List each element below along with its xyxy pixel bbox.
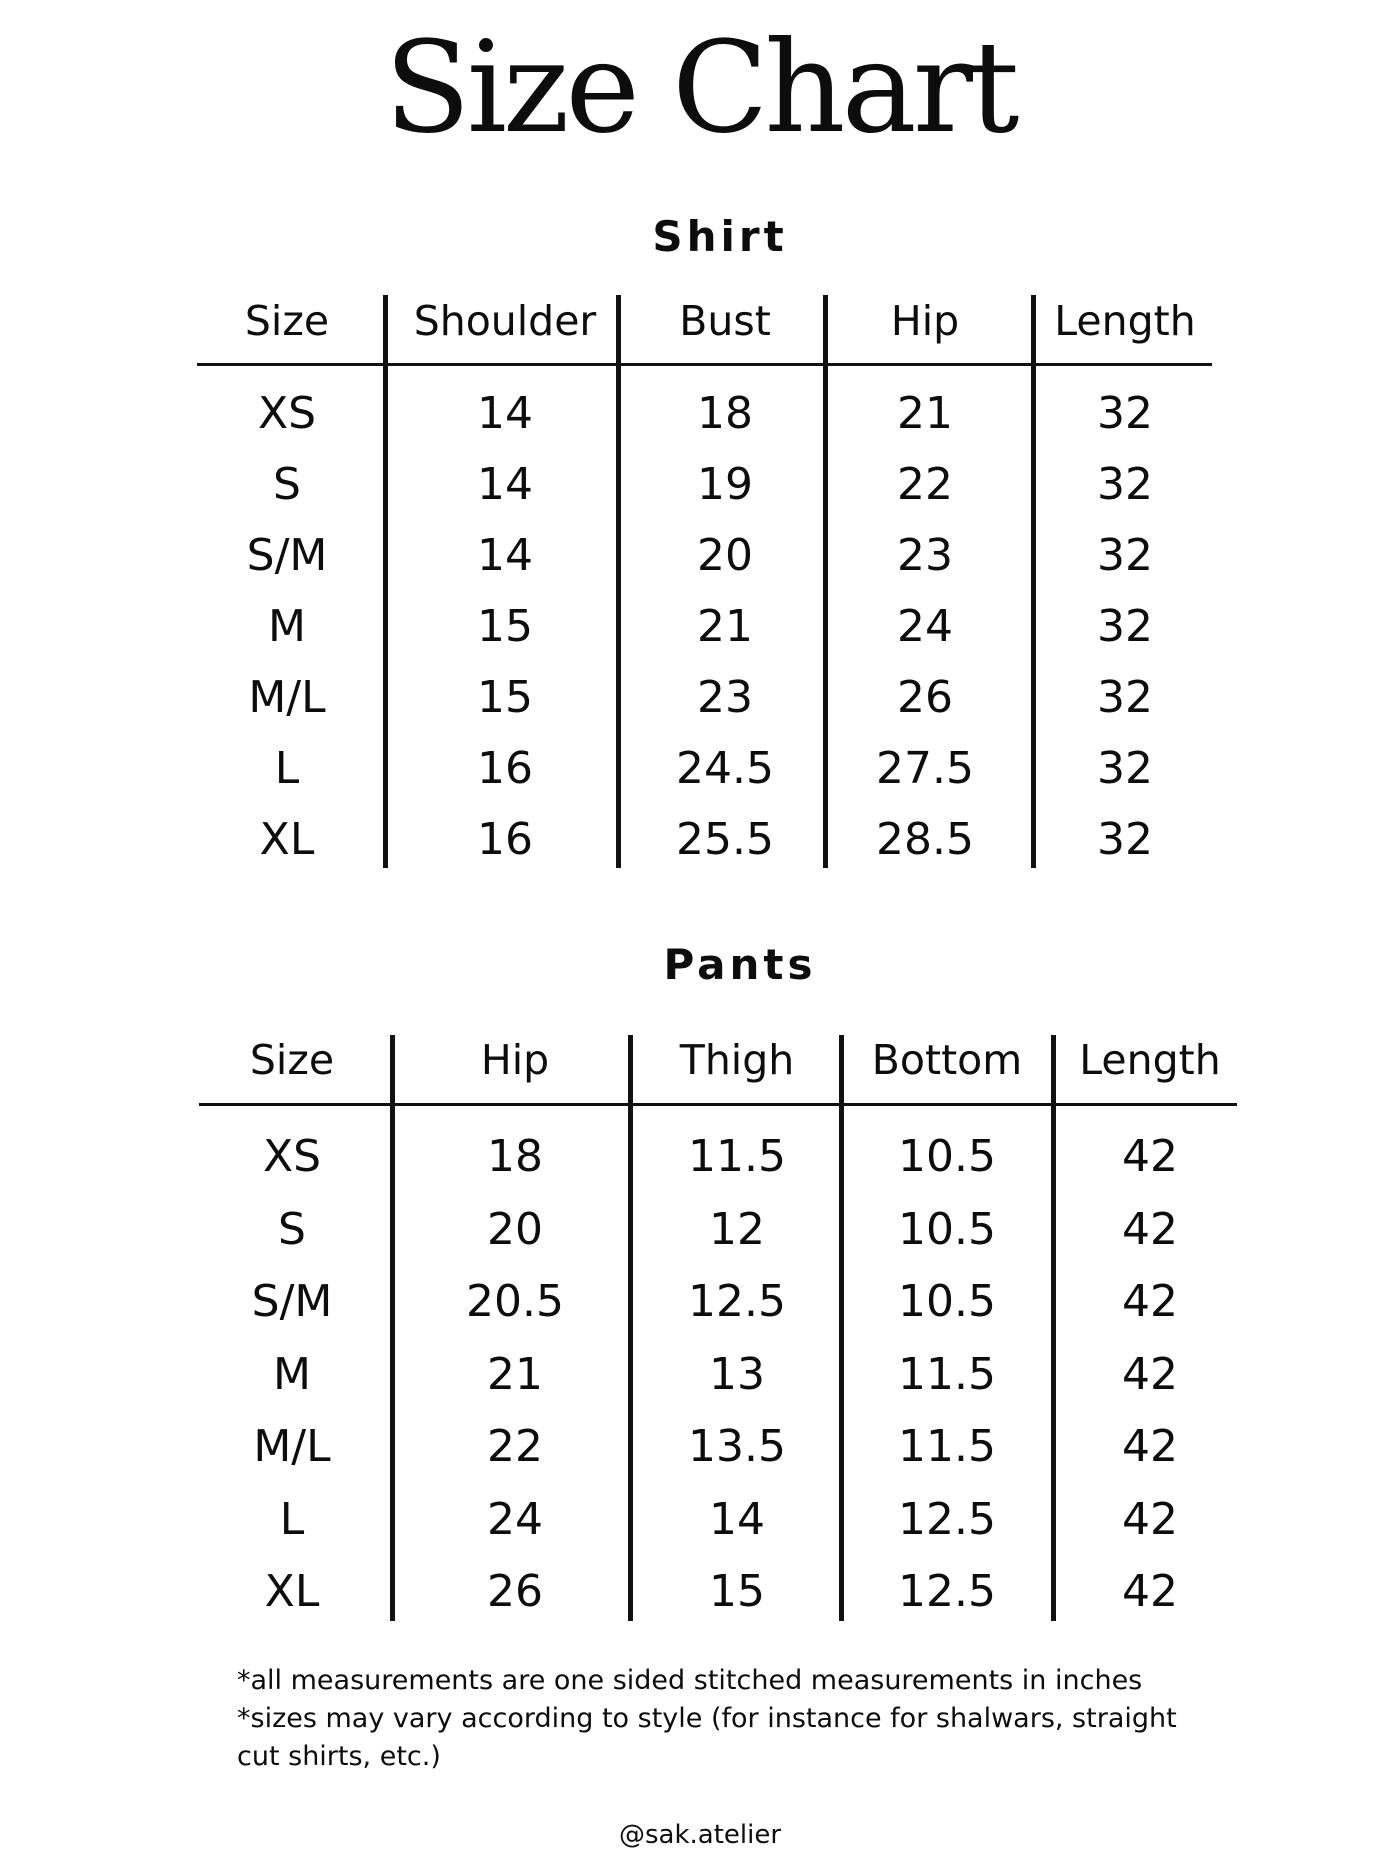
measurement-cell: 24.5: [676, 743, 774, 794]
measurement-cell: 15: [709, 1566, 765, 1617]
size-cell: XL: [264, 1566, 320, 1617]
column-header: Thigh: [679, 1036, 795, 1084]
measurement-cell: 21: [697, 601, 753, 652]
measurement-cell: 14: [709, 1493, 765, 1545]
measurement-cell: 42: [1122, 1131, 1178, 1182]
shirt-section-title: Shirt: [652, 212, 788, 261]
measurement-cell: 21: [897, 388, 953, 439]
size-cell: M: [273, 1348, 311, 1400]
size-cell: S/M: [251, 1276, 333, 1327]
measurement-cell: 42: [1122, 1276, 1178, 1327]
size-cell: S: [278, 1203, 306, 1255]
measurement-cell: 10.5: [898, 1203, 996, 1255]
size-cell: M/L: [253, 1421, 331, 1472]
measurement-cell: 12.5: [898, 1566, 996, 1617]
measurement-cell: 23: [697, 672, 753, 723]
column-header: Size: [249, 1036, 335, 1084]
measurement-cell: 12: [709, 1203, 765, 1255]
size-cell: L: [279, 1493, 305, 1545]
measurement-cell: 19: [697, 459, 753, 510]
measurement-cell: 26: [897, 672, 953, 723]
column-header: Hip: [480, 1036, 550, 1084]
measurement-cell: 25.5: [676, 814, 774, 865]
measurement-cell: 14: [477, 388, 533, 439]
measurement-cell: 32: [1097, 743, 1153, 794]
measurement-cell: 22: [487, 1421, 543, 1472]
measurement-notes: [237, 1662, 1237, 1776]
measurement-cell: 12.5: [688, 1276, 786, 1327]
measurement-cell: 13.5: [688, 1421, 786, 1472]
measurement-cell: 16: [477, 743, 533, 794]
column-header: Length: [1079, 1036, 1221, 1084]
measurement-cell: 32: [1097, 601, 1153, 652]
instagram-handle: @sak.atelier: [618, 1820, 782, 1850]
measurement-cell: 24: [897, 601, 953, 652]
page-title: Size Chart: [384, 14, 1016, 161]
size-cell: XS: [257, 388, 317, 439]
measurement-cell: 23: [897, 530, 953, 581]
size-cell: S: [273, 459, 301, 510]
column-header: Bust: [679, 297, 771, 345]
measurement-cell: 24: [487, 1493, 543, 1545]
pants-section-title: Pants: [663, 940, 817, 989]
measurement-cell: 18: [697, 388, 753, 439]
column-header: Shoulder: [413, 297, 597, 345]
measurement-cell: 15: [477, 672, 533, 723]
measurement-cell: 27.5: [876, 743, 974, 794]
measurement-cell: 12.5: [898, 1493, 996, 1545]
measurement-cell: 32: [1097, 530, 1153, 581]
measurement-cell: 18: [487, 1131, 543, 1182]
note-line: *sizes may vary according to style (for instance for shalwars, straight: [237, 1703, 1177, 1734]
size-cell: M/L: [248, 672, 326, 723]
measurement-cell: 11.5: [688, 1131, 786, 1182]
size-cell: XS: [262, 1131, 322, 1182]
measurement-cell: 32: [1097, 388, 1153, 439]
measurement-cell: 13: [709, 1348, 765, 1400]
measurement-cell: 42: [1122, 1566, 1178, 1617]
measurement-cell: 42: [1122, 1421, 1178, 1472]
note-line: cut shirts, etc.): [237, 1741, 441, 1772]
measurement-cell: 15: [477, 601, 533, 652]
note-line: *all measurements are one sided stitched measurements in inches: [237, 1665, 1143, 1696]
measurement-cell: 10.5: [898, 1276, 996, 1327]
measurement-cell: 10.5: [898, 1131, 996, 1182]
measurement-cell: 42: [1122, 1203, 1178, 1255]
column-header: Hip: [890, 297, 960, 345]
measurement-cell: 14: [477, 459, 533, 510]
measurement-cell: 20: [487, 1203, 543, 1255]
header-divider: [197, 363, 1212, 366]
measurement-cell: 42: [1122, 1493, 1178, 1545]
measurement-cell: 32: [1097, 459, 1153, 510]
column-header: Length: [1054, 297, 1196, 345]
measurement-cell: 14: [477, 530, 533, 581]
size-cell: M: [268, 601, 306, 652]
column-header: Size: [244, 297, 330, 345]
size-cell: XL: [259, 814, 315, 865]
measurement-cell: 11.5: [898, 1348, 996, 1400]
measurement-cell: 22: [897, 459, 953, 510]
measurement-cell: 20: [697, 530, 753, 581]
header-divider: [199, 1103, 1237, 1106]
measurement-cell: 16: [477, 814, 533, 865]
measurement-cell: 32: [1097, 672, 1153, 723]
measurement-cell: 20.5: [466, 1276, 564, 1327]
measurement-cell: 21: [487, 1348, 543, 1400]
measurement-cell: 28.5: [876, 814, 974, 865]
size-cell: L: [274, 743, 300, 794]
measurement-cell: 42: [1122, 1348, 1178, 1400]
column-header: Bottom: [871, 1036, 1023, 1084]
measurement-cell: 11.5: [898, 1421, 996, 1472]
measurement-cell: 26: [487, 1566, 543, 1617]
size-cell: S/M: [246, 530, 328, 581]
measurement-cell: 32: [1097, 814, 1153, 865]
